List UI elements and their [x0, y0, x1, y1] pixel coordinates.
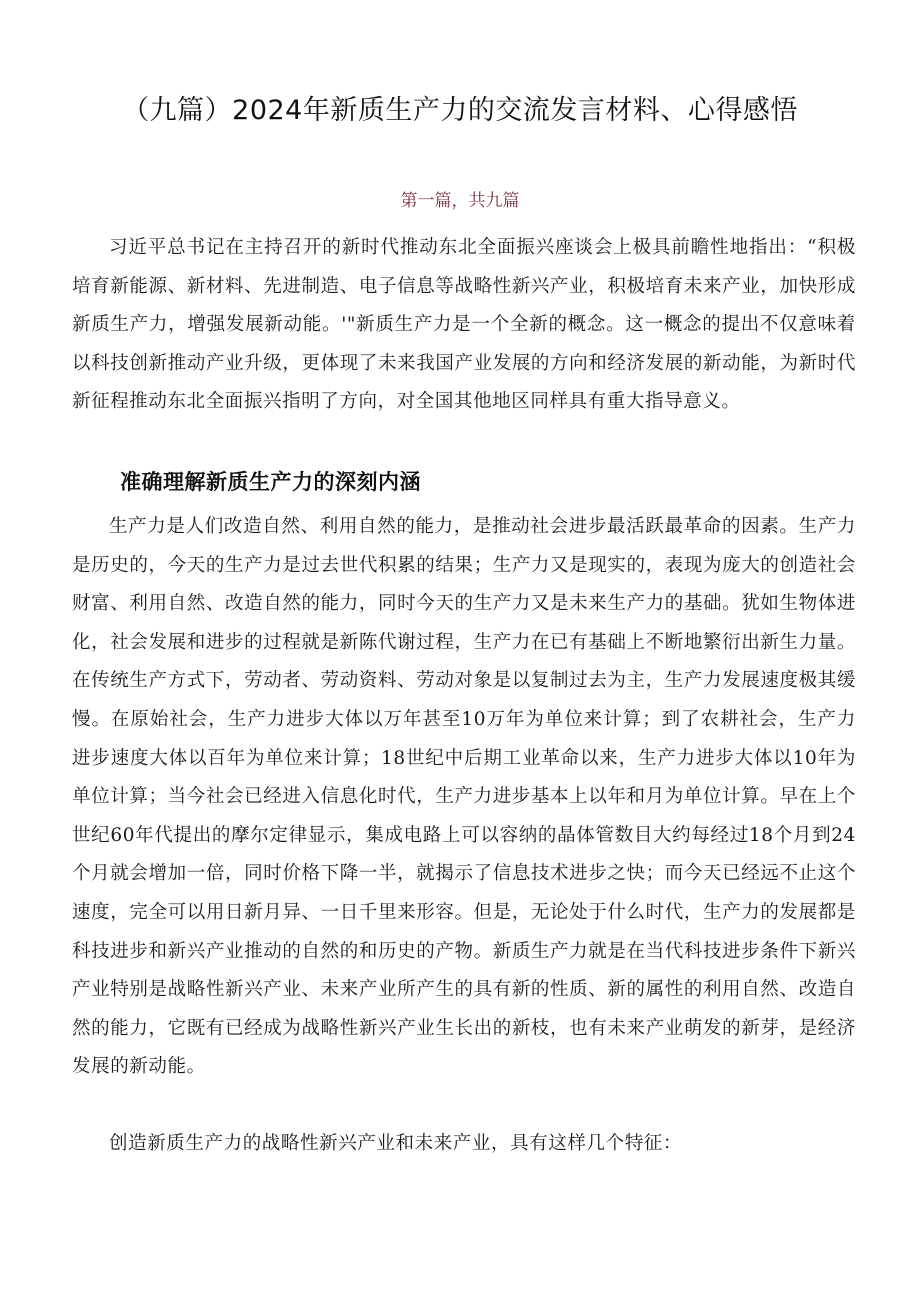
closing-paragraph: 创造新质生产力的战略性新兴产业和未来产业，具有这样几个特征：	[109, 1133, 683, 1154]
document-title: （九篇）2024年新质生产力的交流发言材料、心得感悟	[122, 95, 798, 126]
intro-paragraph: 习近平总书记在主持召开的新时代推动东北全面振兴座谈会上极具前瞻性地指出：“积极培育新能源、新材料、先进制造、电子信息等战略性新兴产业，积极培育未来产业，加快形成新质生产力，增强发展新动能。'"新质生产力是一个全新的概念。这一概念的提出不仅意味着以科技创新推动产业升级，更体现了未来我国产业发展的方向和经济发展的新动能，为新时代新征程推动东北全面振兴指明了方向，对全国其他地区同样具有重大指导意义。	[72, 237, 856, 413]
section-heading: 准确理解新质生产力的深刻内涵	[120, 469, 421, 494]
main-paragraph: 生产力是人们改造自然、利用自然的能力，是推动社会进步最活跃最革命的因素。生产力是历史的，今天的生产力是过去世代积累的结果；生产力又是现实的，表现为庞大的创造社会财富、利用自然、改造自然的能力，同时今天的生产力又是未来生产力的基础。犹如生物体进化，社会发展和进步的过程就是新陈代谢过程，生产力在已有基础上不断地繁衍出新生力量。在传统生产方式下，劳动者、劳动资料、劳动对象是以复制过去为主，生产力发展速度极其缓慢。在原始社会，生产力进步大体以万年甚至10万年为单位来计算；到了农耕社会，生产力进步速度大体以百年为单位来计算；18世纪中后期工业革命以来，生产力进步大体以10年为单位计算；当今社会已经进入信息化时代，生产力进步基本上以年和月为单位计算。早在上个世纪60年代提出的摩尔定律显示，集成电路上可以容纳的晶体管数目大约每经过18个月到24个月就会增加一倍，同时价格下降一半，就揭示了信息技术进步之快；而今天已经远不止这个速度，完全可以用日新月异、一日千里来形容。但是，无论处于什么时代，生产力的发展都是科技进步和新兴产业推动的自然的和历史的产物。新质生产力就是在当代科技进步条件下新兴产业特别是战略性新兴产业、未来产业所产生的具有新的性质、新的属性的利用自然、改造自然的能力，它既有已经成为战略性新兴产业生长出的新枝，也有未来产业萌发的新芽，是经济发展的新动能。	[72, 516, 856, 1078]
part-label: 第一篇，共九篇	[400, 191, 520, 211]
